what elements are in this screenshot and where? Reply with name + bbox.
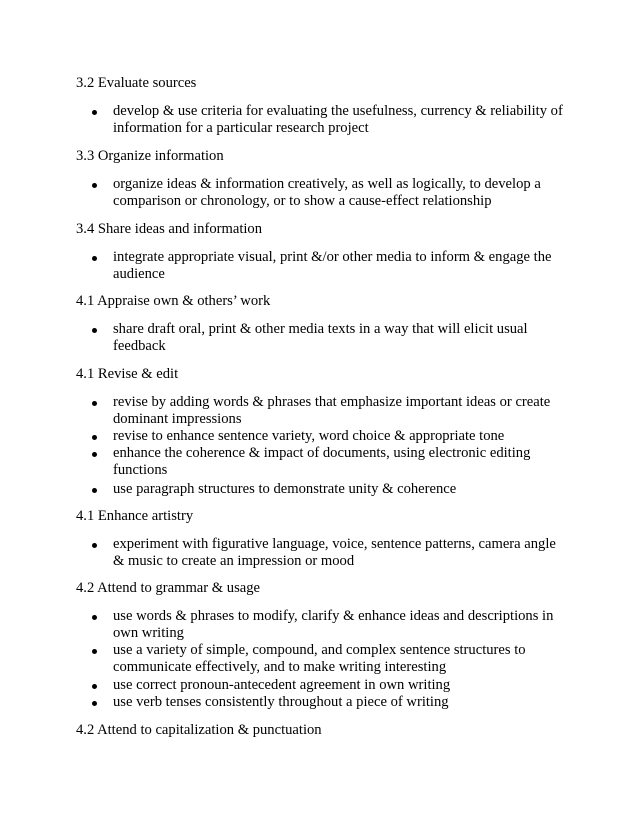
bullet-line: comparison or chronology, or to show a cause-effect relationship [113,193,492,209]
bullet-text [113,536,563,570]
bullet-text [113,103,563,137]
bullet-dot-icon [92,543,97,548]
bullet-dot-icon [92,488,97,493]
bullet-dot-icon [92,615,97,620]
bullet-text [113,642,563,676]
bullet-dot-icon [92,401,97,406]
section-heading: 4.1 Revise & edit [76,366,179,382]
section-heading: 3.2 Evaluate sources [76,75,197,91]
section-heading: 4.1 Appraise own & others’ work [76,293,271,309]
bullet-line: revise by adding words & phrases that emphasize important ideas or create [113,394,551,410]
bullet-line: feedback [113,338,166,354]
bullet-line: own writing [113,625,184,641]
bullet-dot-icon [92,183,97,188]
bullet-line: enhance the coherence & impact of documents, using electronic editing [113,445,531,461]
bullet-line: communicate effectively, and to make writing interesting [113,659,447,675]
bullet-line: use paragraph structures to demonstrate unity & coherence [113,481,457,497]
bullet-text [113,321,563,355]
section-heading: 4.2 Attend to grammar & usage [76,580,261,596]
section-heading: 3.4 Share ideas and information [76,221,263,237]
bullet-text [113,694,563,711]
bullet-line: use correct pronoun-antecedent agreement in own writing [113,677,451,693]
bullet-text [113,428,563,445]
bullet-line: & music to create an impression or mood [113,553,355,569]
bullet-line: revise to enhance sentence variety, word choice & appropriate tone [113,428,505,444]
bullet-line: integrate appropriate visual, print &/or other media to inform & engage the [113,249,552,265]
bullet-text [113,481,563,498]
bullet-dot-icon [92,452,97,457]
bullet-line: develop & use criteria for evaluating the usefulness, currency & reliability of [113,103,563,119]
bullet-text [113,677,563,694]
bullet-line: dominant impressions [113,411,242,427]
bullet-dot-icon [92,684,97,689]
bullet-line: information for a particular research project [113,120,369,136]
bullet-dot-icon [92,110,97,115]
section-heading: 3.3 Organize information [76,148,224,164]
section-heading: 4.1 Enhance artistry [76,508,194,524]
bullet-line: organize ideas & information creatively, as well as logically, to develop a [113,176,541,192]
bullet-line: use verb tenses consistently throughout a piece of writing [113,694,449,710]
bullet-line: use a variety of simple, compound, and complex sentence structures to [113,642,526,658]
bullet-dot-icon [92,328,97,333]
bullet-dot-icon [92,701,97,706]
bullet-text [113,445,563,479]
section-heading: 4.2 Attend to capitalization & punctuation [76,722,322,738]
bullet-text [113,176,563,210]
bullet-line: use words & phrases to modify, clarify & enhance ideas and descriptions in [113,608,554,624]
bullet-dot-icon [92,649,97,654]
bullet-line: experiment with figurative language, voice, sentence patterns, camera angle [113,536,556,552]
bullet-text [113,394,563,428]
bullet-line: functions [113,462,168,478]
bullet-dot-icon [92,435,97,440]
bullet-text [113,249,563,283]
bullet-text [113,608,563,642]
bullet-dot-icon [92,256,97,261]
bullet-line: share draft oral, print & other media texts in a way that will elicit usual [113,321,528,337]
bullet-line: audience [113,266,165,282]
